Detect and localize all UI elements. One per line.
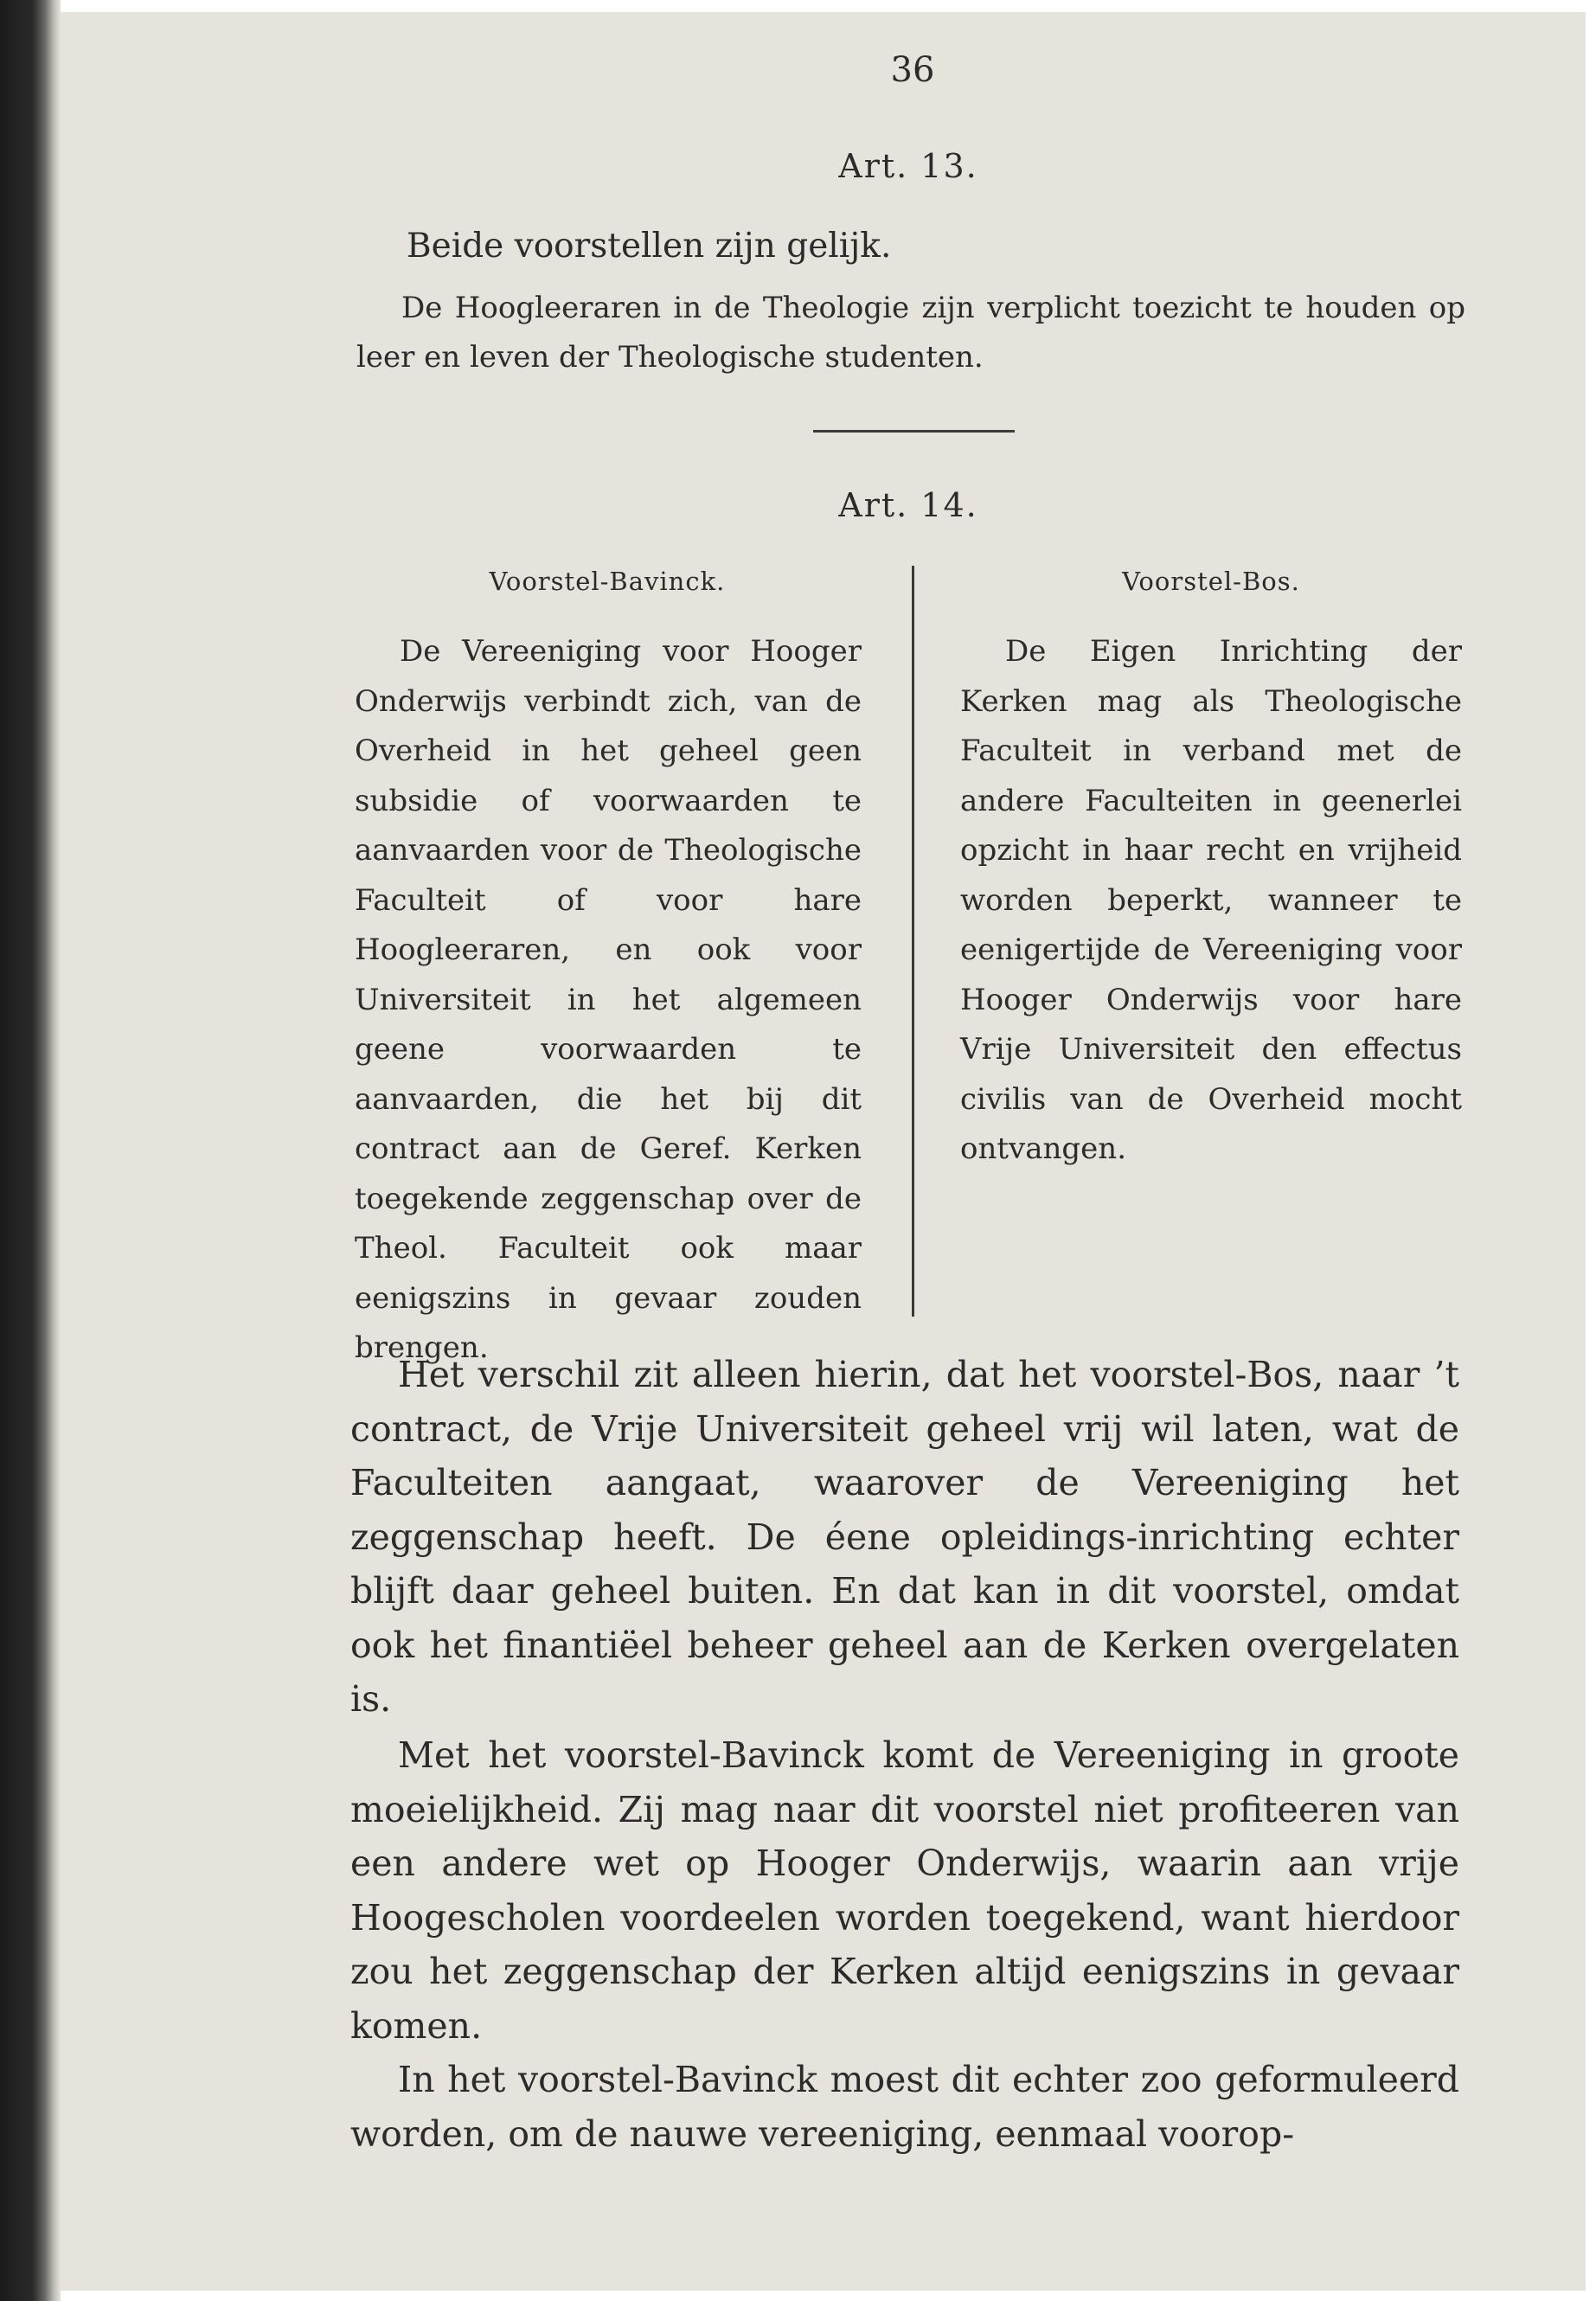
right-column-text: De Eigen Inrichting der Kerken mag als Theologische Faculteit in verband met de andere Faculteiten in geenerlei opzicht in haar recht en vrijheid worden beperkt, wanneer te eenigertijde de Vereeniging voor Hooger Onderwijs voor hare Vrije Universiteit den effectus civilis van de Overheid mocht ontvangen. xyxy=(960,634,1462,1166)
article-13-lead: Beide voorstellen zijn gelijk. xyxy=(407,227,892,266)
body-paragraph-3: In het voorstel-Bavinck moest dit echter zoo geformuleerd worden, om de nauwe vereeniging, eenmaal voorop- xyxy=(350,2059,1459,2155)
right-column-heading: Voorstel-Bos. xyxy=(1122,567,1300,596)
page-bottom-edge xyxy=(0,2291,1596,2301)
binding-shadow xyxy=(0,0,61,2301)
body-paragraph-1: Het verschil zit alleen hierin, dat het voorstel-Bos, naar ’t contract, de Vrije Universiteit geheel vrij wil laten, wat de Faculteiten aangaat, waarover de Vereeniging het zeggenschap heeft. De éene opleidings-inrichting echter blijft daar geheel buiten. En dat kan in dit voorstel, omdat ook het finantiëel beheer geheel aan de Kerken overgelaten is. xyxy=(350,1354,1459,1720)
section-divider-rule xyxy=(813,430,1015,433)
column-divider xyxy=(912,566,914,1317)
body-paragraph-2: Met het voorstel-Bavinck komt de Vereeniging in groote moeielijkheid. Zij mag naar dit voorstel niet profiteeren van een andere wet op Hooger Onderwijs, waarin aan vrije Hoogescholen voordeelen worden toegekend, want hierdoor zou het zeggenschap der Kerken altijd eenigszins in gevaar komen. xyxy=(350,1734,1459,2047)
page-number: 36 xyxy=(890,50,935,90)
page-right-edge xyxy=(1586,0,1596,2301)
article-13-heading: Art. 13. xyxy=(838,147,978,185)
article-13-text: De Hoogleeraren in de Theologie zijn verplicht toezicht te houden op leer en leven der Theologische studenten. xyxy=(356,291,1465,375)
page-top-edge xyxy=(0,0,1596,12)
left-column-heading: Voorstel-Bavinck. xyxy=(489,567,726,596)
article-14-heading: Art. 14. xyxy=(838,486,978,524)
left-column-text: De Vereeniging voor Hooger Onderwijs verbindt zich, van de Overheid in het geheel geen subsidie of voorwaarden te aanvaarden voor de Theologische Faculteit of voor hare Hoogleeraren, en ook voor Universiteit in het algemeen geene voorwaarden te aanvaarden, die het bij dit contract aan de Geref. Kerken toegekende zeggenschap over de Theol. Faculteit ook maar eenigszins in gevaar zouden brengen. xyxy=(355,634,862,1365)
